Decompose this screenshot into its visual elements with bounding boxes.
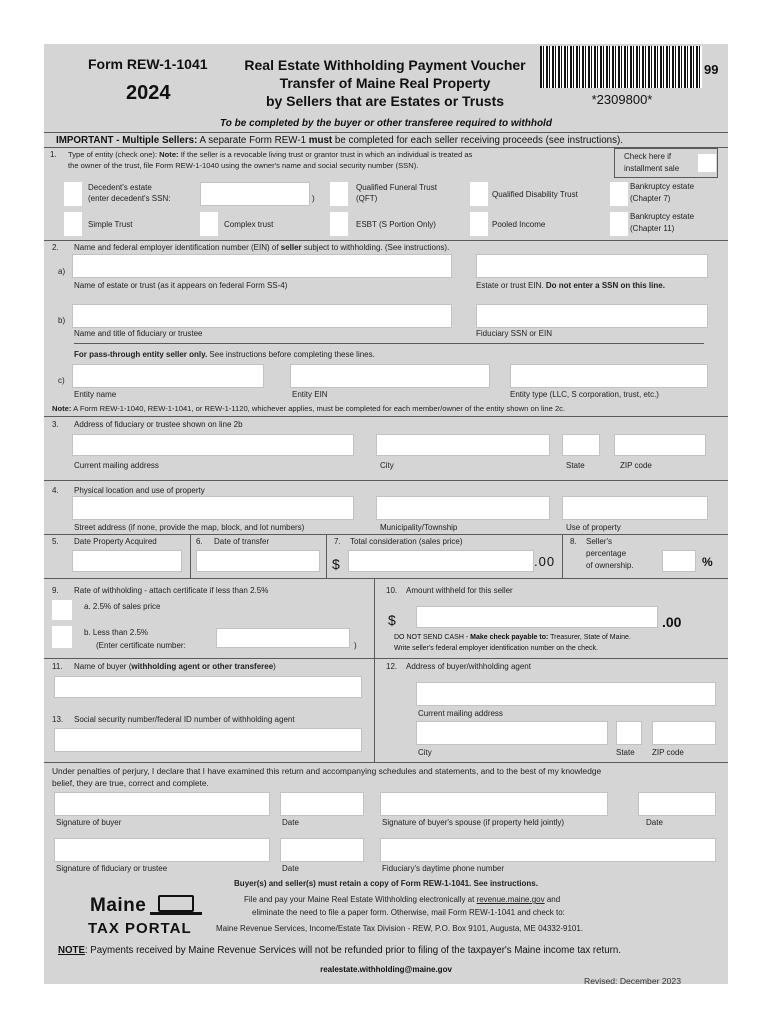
withholding-email[interactable]: realestate.withholding@maine.gov [320,965,452,974]
line-2-instruction: Name and federal employer identification number (EIN) of seller subject to withholding. (See instructions). [74,243,450,252]
portal-line-2: eliminate the need to file a paper form. Otherwise, mail Form REW-1-1041 and check to: [252,908,565,917]
form-rew-1-1041 [44,44,728,984]
rate-b-label-2: (Enter certificate number: [96,641,186,650]
perjury-line-2: belief, they are true, correct and complete. [52,778,209,788]
line-3-zip-label: ZIP code [620,461,652,470]
title-line-3: by Sellers that are Estates or Trusts [265,93,505,109]
fiduciary-signature-date-field[interactable] [280,838,364,862]
maine-tax-portal-logo [86,892,206,938]
entity-type-field[interactable] [510,364,708,388]
buyer-date-label: Date [282,818,299,827]
qft-label-1: Qualified Funeral Trust [356,183,437,192]
date-acquired-field[interactable] [72,550,182,572]
estate-trust-name-label: Name of estate or trust (as it appears on federal Form SS-4) [74,281,288,290]
pooled-income-label: Pooled Income [492,220,546,229]
line-5-label: Date Property Acquired [74,537,157,546]
pass-through-note: For pass-through entity seller only. See instructions before completing these lines. [74,350,375,359]
qft-label-2: (QFT) [356,194,378,203]
esbt-label: ESBT (S Portion Only) [356,220,436,229]
barcode-text: *2309800* [591,92,653,107]
fiduciary-ssn-field[interactable] [476,304,708,328]
line-10-label: Amount withheld for this seller [406,586,513,595]
no-cash-notice: DO NOT SEND CASH - Make check payable to: Treasurer, State of Maine. [394,634,631,641]
bankruptcy-ch11-checkbox[interactable] [610,212,628,236]
refund-note: NOTE: Payments received by Maine Revenue Services will not be refunded prior to filing of the taxpayer's Maine income tax return. [58,945,621,956]
pooled-income-checkbox[interactable] [470,212,488,236]
line-6-label: Date of transfer [214,537,270,546]
qft-checkbox[interactable] [330,182,348,206]
complex-trust-label: Complex trust [224,220,274,229]
line-8-label-1: Seller's [586,537,612,546]
title-line-1: Real Estate Withholding Payment Voucher [244,57,526,73]
amount-withheld-field[interactable] [416,606,658,628]
fiduciary-zip-field[interactable] [614,434,706,456]
important-notice: IMPORTANT - Multiple Sellers: A separate Form REW-1 must be completed for each seller receiving proceeds (see instructions). [56,135,623,146]
installment-label-1: Check here if [624,152,672,161]
spouse-signature-field[interactable] [380,792,608,816]
installment-label-2: installment sale [624,164,680,173]
buyer-state-field[interactable] [616,721,642,745]
decedent-ssn-label: (enter decedent's SSN: [88,194,171,203]
fiduciary-city-field[interactable] [376,434,550,456]
percent-sign: % [702,555,713,569]
fiduciary-signature-field[interactable] [54,838,270,862]
line-12-mail-label: Current mailing address [418,709,503,718]
estate-trust-ein-field[interactable] [476,254,708,278]
laptop-base [150,912,202,915]
line-4-use-label: Use of property [566,523,621,532]
bankruptcy-ch11-label-1: Bankruptcy estate [630,212,695,221]
fiduciary-date-label: Date [282,864,299,873]
line-12-label: Address of buyer/withholding agent [406,662,531,671]
line-11-label: Name of buyer (withholding agent or other transferee) [74,662,276,671]
line-13-number: 13. [52,715,64,724]
total-consideration-field[interactable] [348,550,534,572]
line-10-dollar-sign: $ [388,612,396,628]
line-12-state-label: State [616,748,635,757]
form-title [230,56,540,110]
line-2c-note: Note: A Form REW-1-1040, REW-1-1041, or REW-1-1120, whichever applies, must be completed for each member/owner of the entity shown on line 2c. [52,404,566,413]
buyer-signature-date-field[interactable] [280,792,364,816]
qdt-checkbox[interactable] [470,182,488,206]
certificate-number-field[interactable] [216,628,350,648]
title-line-2: Transfer of Maine Real Property [279,75,491,91]
estate-trust-ein-label: Estate or trust EIN. Do not enter a SSN on this line. [476,281,665,290]
line-4-muni-label: Municipality/Township [380,523,458,532]
line-3-mail-label: Current mailing address [74,461,159,470]
bankruptcy-ch7-label-1: Bankruptcy estate [630,182,695,191]
property-municipality-field[interactable] [376,496,550,520]
decedent-paren: ) [312,194,315,203]
line-1-number: 1. [50,150,57,159]
spouse-signature-date-field[interactable] [638,792,716,816]
property-use-field[interactable] [562,496,708,520]
buyer-city-field[interactable] [416,721,608,745]
bankruptcy-ch11-label-2: (Chapter 11) [630,224,675,233]
line-3-city-label: City [380,461,394,470]
line-3-state-label: State [566,461,585,470]
form-subtitle: To be completed by the buyer or other transferee required to withhold [220,118,552,129]
fiduciary-mailing-address-field[interactable] [72,434,354,456]
spouse-date-label: Date [646,818,663,827]
decedent-estate-checkbox[interactable] [64,182,82,206]
line-2b-letter: b) [58,316,66,325]
estate-trust-name-field[interactable] [72,254,452,278]
line-12-city-label: City [418,748,432,757]
rate-b-label-1: b. Less than 2.5% [84,628,149,637]
portal-line-3: Maine Revenue Services, Income/Estate Tax Division - REW, P.O. Box 9101, Augusta, ME 04332-9101. [216,924,584,933]
installment-sale-checkbox[interactable] [698,154,716,172]
line-1-instruction: Type of entity (check one): Note: If the seller is a revocable living trust or grantor trust in which an individual is treated as [68,150,473,159]
logo-maine-text: Maine [90,895,147,916]
line-9-label: Rate of withholding - attach certificate if less than 2.5% [74,586,269,595]
fiduciary-ssn-label: Fiduciary SSN or EIN [476,329,553,338]
line-9-number: 9. [52,586,59,595]
decedent-ssn-field[interactable] [200,182,310,206]
simple-trust-label: Simple Trust [88,220,133,229]
barcode [540,46,702,88]
line-4-number: 4. [52,486,59,495]
line-11-number: 11. [52,662,63,671]
logo-tax-portal-text: TAX PORTAL [88,920,192,937]
line-3-number: 3. [52,420,59,429]
perjury-line-1: Under penalties of perjury, I declare that I have examined this return and accompanying schedules and statements, and to the best of my knowledge [52,766,602,776]
line-5-number: 5. [52,537,59,546]
fiduciary-signature-label: Signature of fiduciary or trustee [56,864,168,873]
line-6-number: 6. [196,537,203,546]
line-2c-letter: c) [58,376,65,385]
line-4-street-label: Street address (if none, provide the map, block, and lot numbers) [74,523,305,532]
fiduciary-phone-field[interactable] [380,838,716,862]
qdt-label: Qualified Disability Trust [492,190,578,199]
tax-year: 2024 [126,82,171,104]
line-10-cents: .00 [662,614,682,630]
line-2-number: 2. [52,243,59,252]
corner-code: 99 [704,62,719,77]
esbt-checkbox[interactable] [330,212,348,236]
line-12-number: 12. [386,662,398,671]
entity-name-field[interactable] [72,364,264,388]
no-cash-notice-2: Write seller's federal employer identification number on the check. [394,645,598,652]
entity-ein-field[interactable] [290,364,490,388]
fiduciary-state-field[interactable] [562,434,600,456]
line-4-label: Physical location and use of property [74,486,205,495]
fiduciary-phone-label: Fiduciary's daytime phone number [382,864,505,873]
line-7-dollar-sign: $ [332,556,340,572]
line-8-number: 8. [570,537,577,546]
retain-copy-notice: Buyer(s) and seller(s) must retain a copy of Form REW-1-1041. See instructions. [234,879,538,888]
buyer-name-field[interactable] [54,676,362,698]
line-1-instruction-cont: the owner of the trust, file Form REW-1-1040 using the owner's name and social security number (SSN). [68,161,419,170]
fiduciary-name-label: Name and title of fiduciary or trustee [74,329,203,338]
entity-type-label: Entity type (LLC, S corporation, trust, etc.) [510,390,659,399]
rate-less-checkbox[interactable] [52,626,72,648]
line-3-label: Address of fiduciary or trustee shown on line 2b [74,420,243,429]
buyer-signature-label: Signature of buyer [56,818,122,827]
entity-name-label: Entity name [74,390,117,399]
line-2a-letter: a) [58,267,66,276]
line-12-zip-label: ZIP code [652,748,684,757]
bankruptcy-ch7-label-2: (Chapter 7) [630,194,671,203]
rate-2-5-checkbox[interactable] [52,600,72,620]
laptop-icon [158,895,194,912]
decedent-estate-label: Decedent's estate [88,183,152,192]
revenue-link[interactable]: revenue.maine.gov [476,895,545,904]
line-7-cents: .00 [534,554,556,569]
buyer-id-field[interactable] [54,728,362,752]
property-street-field[interactable] [72,496,354,520]
buyer-signature-field[interactable] [54,792,270,816]
buyer-zip-field[interactable] [652,721,716,745]
entity-ein-label: Entity EIN [292,390,328,399]
line-8-label-2: percentage [586,549,627,558]
line-7-label: Total consideration (sales price) [350,537,463,546]
bankruptcy-ch7-checkbox[interactable] [610,182,628,206]
revised-date: Revised: December 2023 [584,976,681,986]
line-13-label: Social security number/federal ID number of withholding agent [74,715,295,724]
date-of-transfer-field[interactable] [196,550,320,572]
simple-trust-checkbox[interactable] [64,212,82,236]
line-10-number: 10. [386,586,398,595]
complex-trust-checkbox[interactable] [200,212,218,236]
rate-a-label: a. 2.5% of sales price [84,602,161,611]
buyer-mailing-address-field[interactable] [416,682,716,706]
portal-line-1: File and pay your Maine Real Estate Withholding electronically at revenue.maine.gov and [244,895,561,904]
rate-b-paren: ) [354,641,357,650]
fiduciary-name-field[interactable] [72,304,452,328]
line-8-label-3: of ownership. [586,561,634,570]
line-7-number: 7. [334,537,341,546]
form-id: Form REW-1-1041 [88,56,208,72]
spouse-signature-label: Signature of buyer's spouse (if property held jointly) [382,818,565,827]
ownership-percentage-field[interactable] [662,550,696,572]
